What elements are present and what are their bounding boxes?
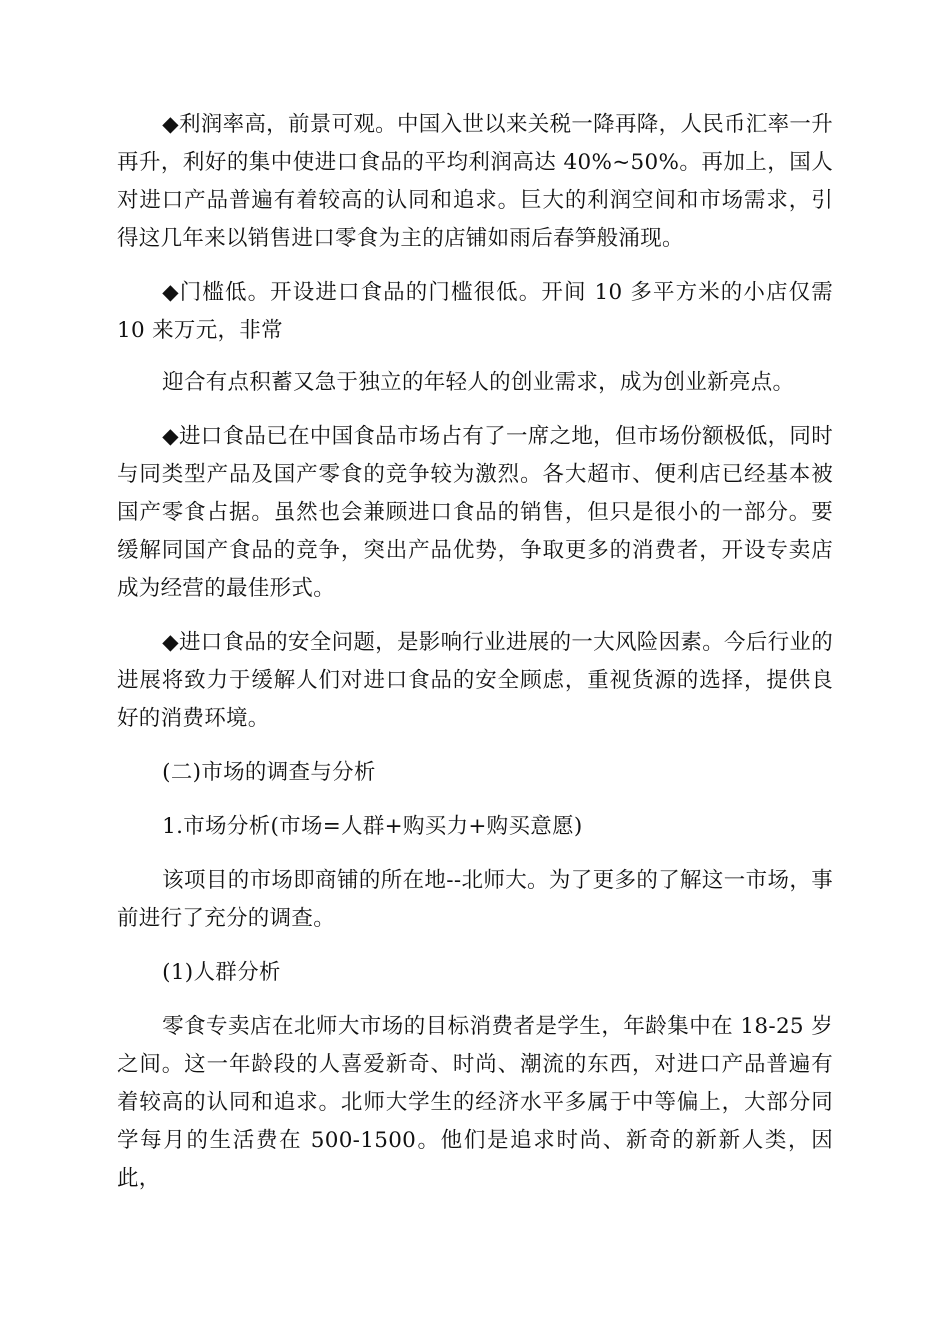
paragraph-low-barrier: ◆门槛低。开设进口食品的门槛很低。开间 10 多平方米的小店仅需10 来万元，非常 xyxy=(117,280,833,343)
subsection-heading-market-analysis: 1.市场分析(市场=人群+购买力+购买意愿) xyxy=(162,814,583,839)
document-body xyxy=(117,106,833,1214)
paragraph-market-location: 该项目的市场即商铺的所在地--北师大。为了更多的了解这一市场，事前进行了充分的调查。 xyxy=(117,868,833,931)
paragraph-entrepreneur-demand: 迎合有点积蓄又急于独立的年轻人的创业需求，成为创业新亮点。 xyxy=(162,370,795,395)
paragraph-target-consumers: 零食专卖店在北师大市场的目标消费者是学生，年龄集中在 18-25 岁之间。这一年龄段的人喜爱新奇、时尚、潮流的东西，对进口产品普遍有着较高的认同和追求。北师大学生的经济水平多属于中等偏上，大部分同学每月的生活费在 500-1500。他们是追求时尚、新奇的新新人类，因此， xyxy=(117,1014,833,1191)
paragraph-competition: ◆进口食品已在中国食品市场占有了一席之地，但市场份额极低，同时与同类型产品及国产零食的竞争较为激烈。各大超市、便利店已经基本被国产零食占据。虽然也会兼顾进口食品的销售，但只是很小的一部分。要缓解同国产食品的竞争，突出产品优势，争取更多的消费者，开设专卖店成为经营的最佳形式。 xyxy=(117,424,833,601)
paragraph-profit: ◆利润率高，前景可观。中国入世以来关税一降再降，人民币汇率一升再升，利好的集中使进口食品的平均利润高达 40%~50%。再加上，国人对进口产品普遍有着较高的认同和追求。巨大的利润空间和市场需求，引得这几年来以销售进口零食为主的店铺如雨后春笋般涌现。 xyxy=(117,112,833,251)
paragraph-safety: ◆进口食品的安全问题，是影响行业进展的一大风险因素。今后行业的进展将致力于缓解人们对进口食品的安全顾虑，重视货源的选择，提供良好的消费环境。 xyxy=(117,630,833,731)
section-heading-market-survey: (二)市场的调查与分析 xyxy=(162,760,376,785)
subsection-heading-crowd-analysis: (1)人群分析 xyxy=(162,960,281,985)
